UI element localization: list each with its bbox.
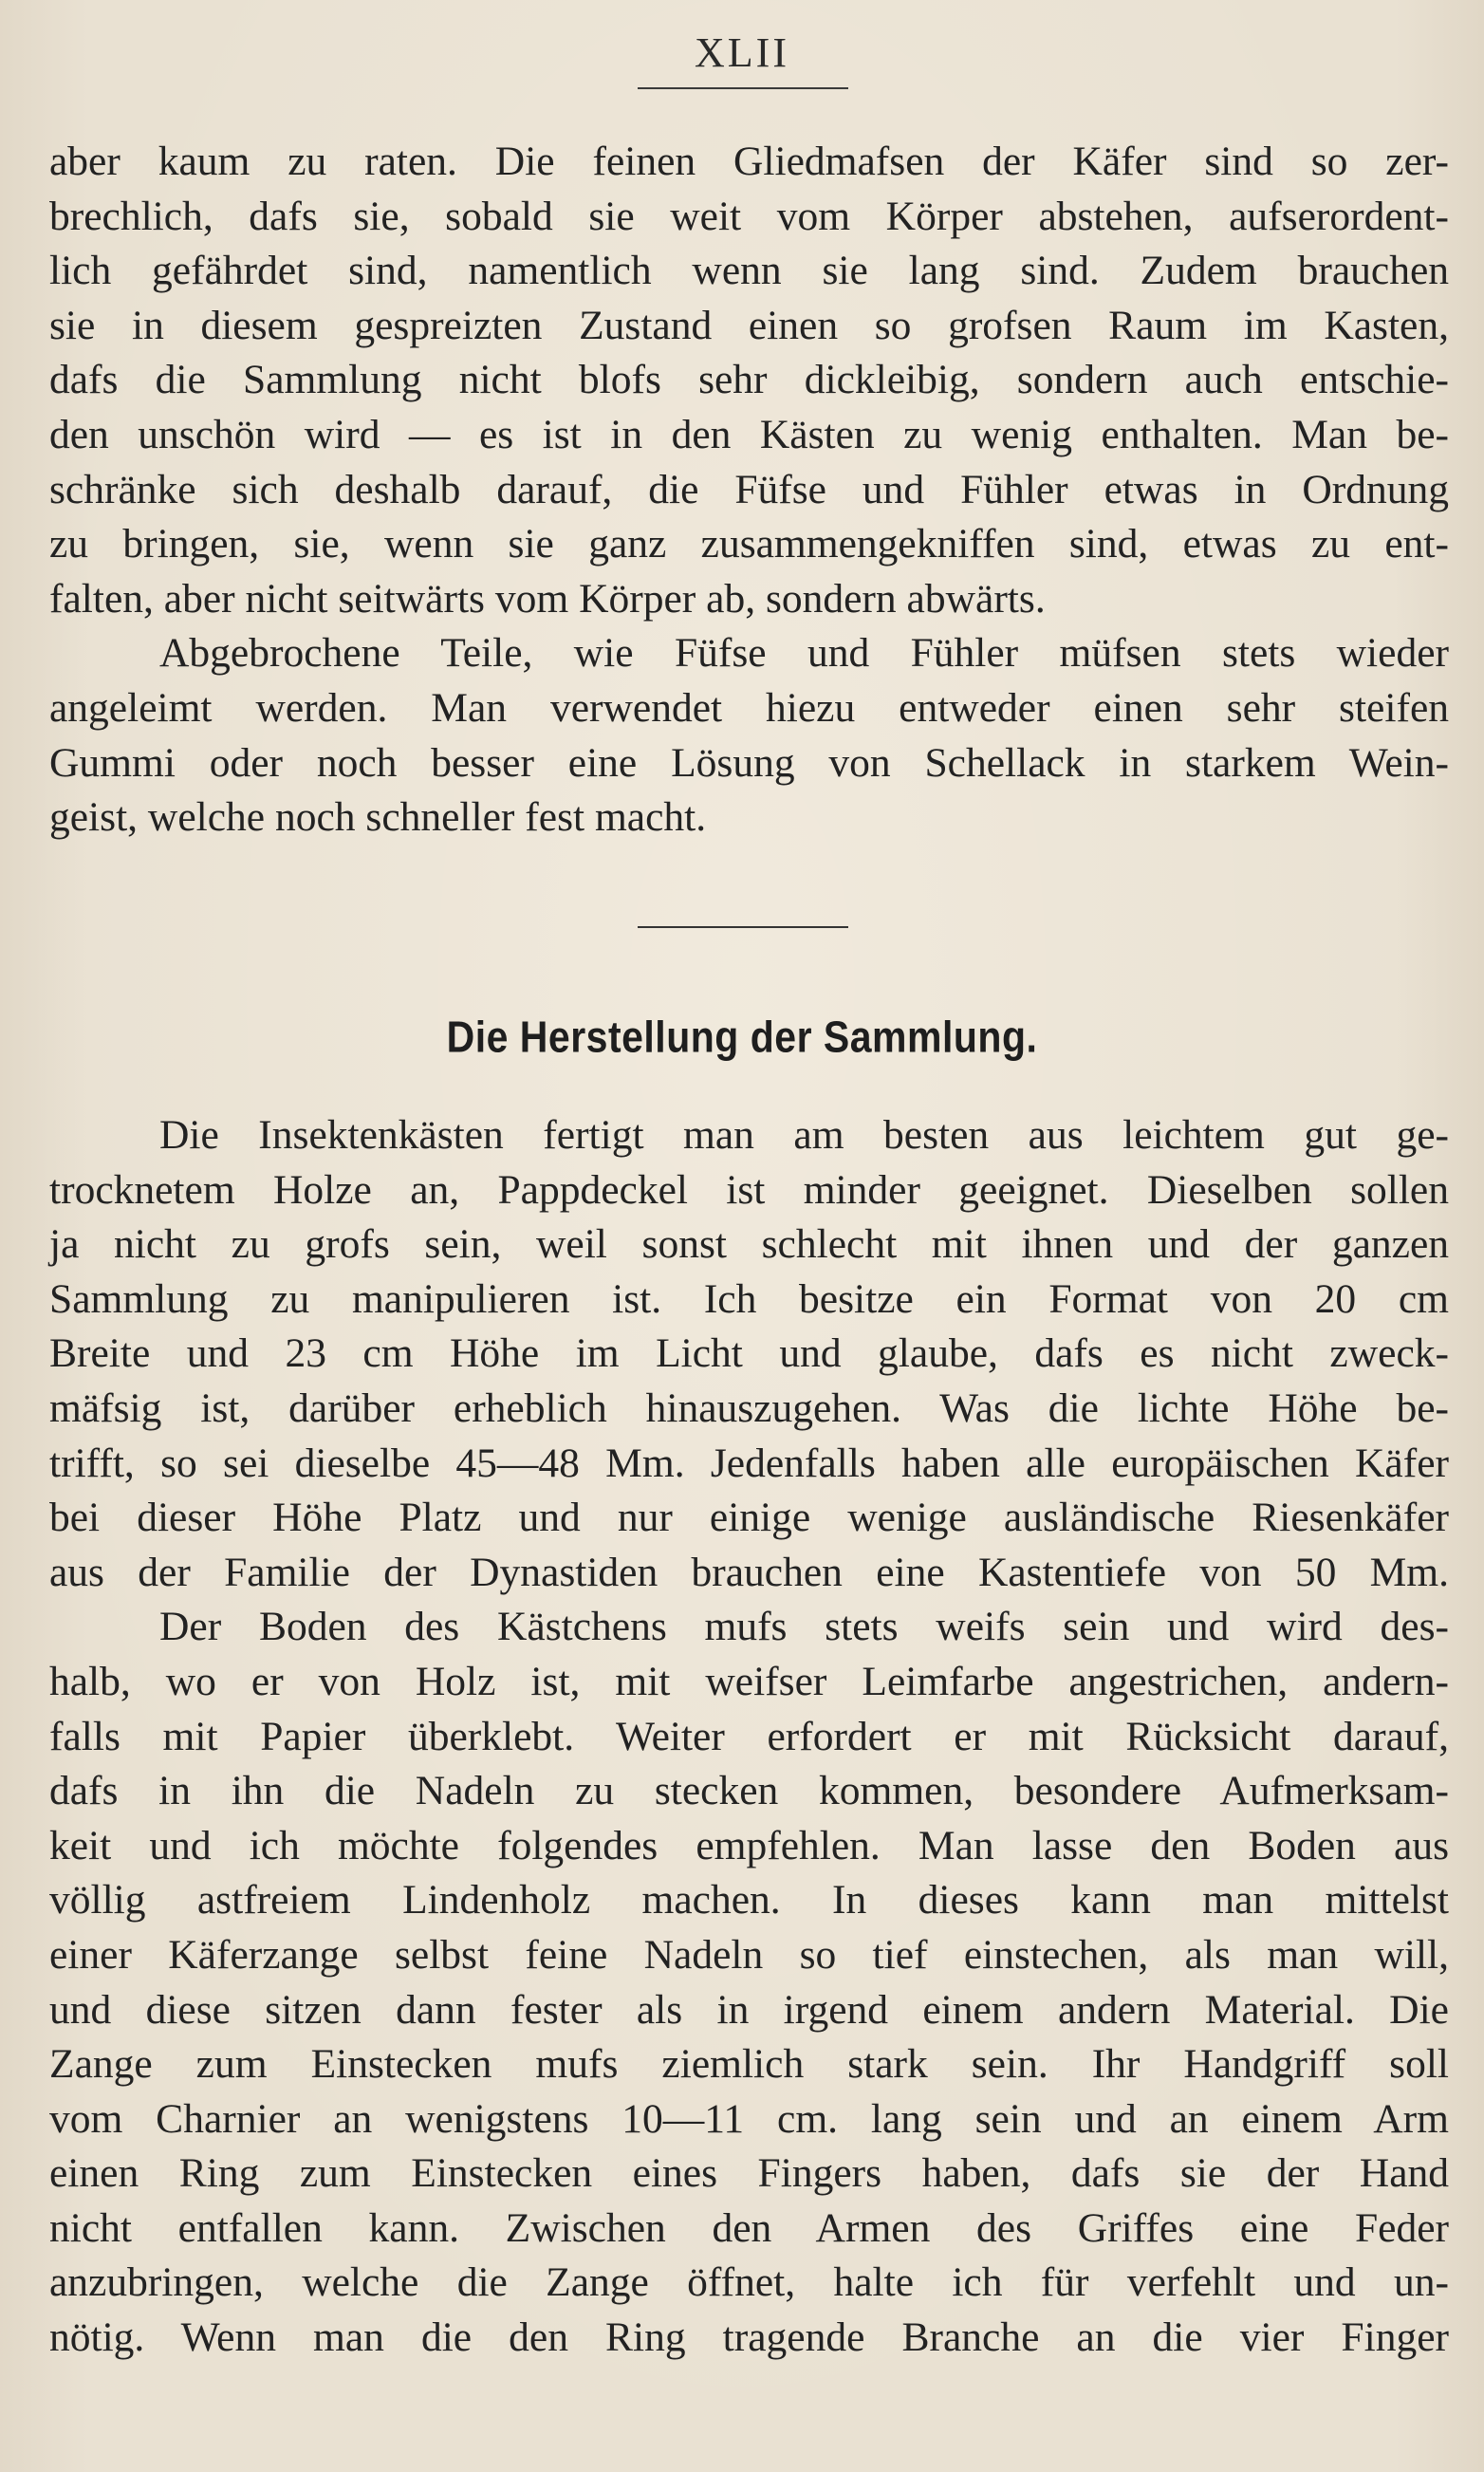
text-line: Die Insektenkästen fertigt man am besten aus leichtem gut ge- [159, 1112, 1449, 1158]
text-line: trifft, so sei dieselbe 45—48 Mm. Jedenfalls haben alle europäischen Käfer [49, 1440, 1449, 1486]
text-line: nötig. Wenn man die den Ring tragende Branche an die vier Finger [49, 2314, 1449, 2361]
text-line: Zange zum Einstecken mufs ziemlich stark sein. Ihr Handgriff soll [49, 2041, 1449, 2088]
text-line: und diese sitzen dann fester als in irgend einem andern Material. Die [49, 1986, 1449, 2033]
text-line: dafs die Sammlung nicht blofs sehr dickleibig, sondern auch entschie- [49, 357, 1449, 403]
text-line: bei dieser Höhe Platz und nur einige wenige ausländische Riesenkäfer [49, 1495, 1449, 1541]
text-line: Abgebrochene Teile, wie Füfse und Fühler müfsen stets wieder [159, 630, 1449, 677]
section-divider [638, 926, 848, 928]
text-line: aber kaum zu raten. Die feinen Gliedmafsen der Käfer sind so zer- [49, 139, 1449, 184]
text-line: Sammlung zu manipulieren ist. Ich besitze ein Format von 20 cm [49, 1275, 1449, 1322]
text-line: trocknetem Holze an, Pappdeckel ist minder geeignet. Dieselben sollen [49, 1166, 1449, 1213]
text-line: einer Käferzange selbst feine Nadeln so tief einstechen, als man will, [49, 1931, 1449, 1978]
text-line: angeleimt werden. Man verwendet hiezu entweder einen sehr steifen [49, 684, 1449, 731]
text-line: aus der Familie der Dynastiden brauchen eine Kastentiefe von 50 Mm. [49, 1549, 1449, 1595]
text-line: einen Ring zum Einstecken eines Fingers haben, dafs sie der Hand [49, 2150, 1449, 2197]
text-line: falten, aber nicht seitwärts vom Körper ab, sondern abwärts. [49, 575, 1046, 622]
text-line: Der Boden des Kästchens mufs stets weifs sein und wird des- [159, 1604, 1449, 1650]
header-rule [638, 87, 848, 89]
text-line: brechlich, dafs sie, sobald sie weit vom Körper abstehen, aufserordent- [49, 193, 1449, 239]
intro-text-block [49, 135, 1449, 846]
text-line: vom Charnier an wenigstens 10—11 cm. lang sein und an einem Arm [49, 2095, 1449, 2142]
text-line: Breite und 23 cm Höhe im Licht und glaube, dafs es nicht zweck- [49, 1330, 1449, 1377]
text-line: halb, wo er von Holz ist, mit weifser Leimfarbe angestrichen, andern- [49, 1658, 1449, 1704]
text-line: lich gefährdet sind, namentlich wenn sie lang sind. Zudem brauchen [49, 248, 1449, 294]
text-line: keit und ich möchte folgendes empfehlen. Man lasse den Boden aus [49, 1822, 1449, 1868]
text-line: völlig astfreiem Lindenholz machen. In dieses kann man mittelst [49, 1877, 1449, 1924]
text-line: Gummi oder noch besser eine Lösung von Schellack in starkem Wein- [49, 739, 1449, 786]
page-number: XLII [695, 29, 789, 76]
text-line: zu bringen, sie, wenn sie ganz zusammengekniffen sind, etwas zu ent- [49, 521, 1449, 567]
text-line: falls mit Papier überklebt. Weiter erfordert er mit Rücksicht darauf, [49, 1713, 1449, 1759]
text-line: anzubringen, welche die Zange öffnet, halte ich für verfehlt und un- [49, 2259, 1449, 2306]
text-line: geist, welche noch schneller fest macht. [49, 794, 707, 841]
text-line: mäfsig ist, darüber erheblich hinauszugehen. Was die lichte Höhe be- [49, 1385, 1449, 1431]
text-line: dafs in ihn die Nadeln zu stecken kommen, besondere Aufmerksam- [49, 1768, 1449, 1814]
text-line: ja nicht zu grofs sein, weil sonst schlecht mit ihnen und der ganzen [49, 1221, 1449, 1268]
text-line: den unschön wird — es ist in den Kästen zu wenig enthalten. Man be- [49, 411, 1449, 457]
body-text-block [49, 1108, 1449, 2366]
text-line: sie in diesem gespreizten Zustand einen so grofsen Raum im Kasten, [49, 302, 1449, 348]
text-line: nicht entfallen kann. Zwischen den Armen des Griffes eine Feder [49, 2204, 1449, 2251]
section-heading: Die Herstellung der Sammlung. [446, 1013, 1038, 1062]
text-line: schränke sich deshalb darauf, die Füfse und Fühler etwas in Ordnung [49, 466, 1449, 512]
